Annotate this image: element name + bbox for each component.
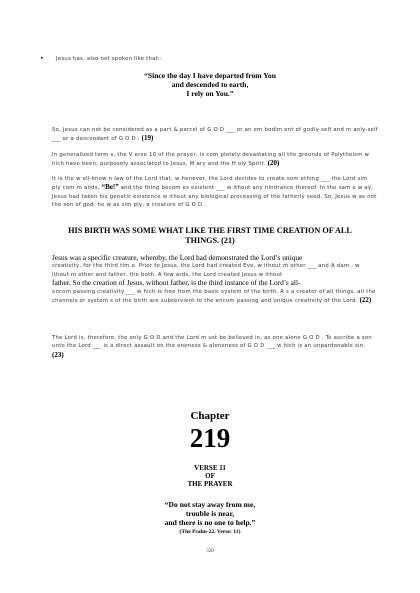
emphasis-text: “Be!” (101, 183, 119, 192)
reference-number: (20) (267, 159, 280, 168)
quote-line: and descended to earth, (171, 80, 249, 90)
paragraph-text: creativity, for the third tim e. Prior to Jesus, the Lord had created Eve, w ithout m other ___ and A dam , w ithout m other and father, the both. A few ards, the Lord created Jesus w ithout (52, 263, 360, 278)
paragraph-1 (52, 126, 378, 144)
quote-block-1 (60, 71, 360, 99)
quote-line: trouble is near, (185, 509, 235, 519)
verse-line: OF (205, 472, 215, 481)
quote-line: “Do not stay away from me, (164, 500, 256, 509)
reference-number: (19) (141, 134, 154, 143)
paragraph-text: It is the w ell-know n law of the Lord that, w henever, the Lord decides to create som ething ___ the Lord sim ply com m ands, (52, 176, 368, 192)
paragraph-line: father. So the creation of Jesus, without father, is the third instance of the Lord’s all- (52, 278, 301, 288)
chapter-number: 219 (189, 423, 231, 453)
page-number: 320 (206, 549, 214, 554)
quote-line: “Since the day I have departed from You (144, 71, 276, 80)
verse-line: THE PRAYER (187, 480, 233, 489)
verse-line: VERSE 11 (194, 464, 226, 472)
paragraph-3 (52, 175, 378, 210)
paragraph-5 (52, 334, 378, 360)
reference-number: (22) (359, 296, 372, 305)
quote-source: (The Psalm-22. Verse: 11) (179, 528, 241, 535)
bullet-text: Jesus has, also not spoken like that:- (56, 56, 163, 62)
verse-block (110, 464, 310, 489)
paragraph-line: Jesus was a specific creature, whereby, the Lord had demonstrated the Lord’s unique (52, 253, 303, 262)
chapter-label: Chapter (190, 410, 230, 422)
heading-line: THINGS. (21) (185, 235, 235, 245)
heading-line: HIS BIRTH WAS SOME WHAT LIKE THE FIRST TIME CREATION OF ALL (68, 226, 352, 235)
section-heading (56, 226, 364, 245)
quote-line: I rely on You.” (186, 89, 234, 99)
paragraph-text: The Lord is, therefore, the only G O D and the Lord m ust be believed in, as one alone G O D . To ascribe a son unto the Lord ___ is a direct assault on the oneness & aloneness of G O D ___ w hich is an unpardonable sin. (52, 335, 373, 350)
paragraph-text: So, Jesus can not be considered as a part & parcel of G O D ___ or an em bodim ent of godly-self and m anly-self ___ or a descendant of G O D . (52, 127, 378, 143)
paragraph-4 (52, 254, 378, 305)
paragraph-text: and the thing becom es existent ___ w ithout any hindrance thereof. In the sam e w ay, Jesus had taken his genetic existence w ithout any biological processing of the fatherly seed. So, Jesus w as not the son of god, he w as sim ply, a creature of G O D . (52, 185, 377, 209)
quote-block-2 (60, 500, 360, 536)
reference-number: (23) (52, 350, 64, 359)
bullet-dot: • (40, 55, 44, 62)
paragraph-text: encom passing creativity ___ w hich is free from the basic system of the birth. A s a creator of all things, all the channels or system s of the birth are subservient to the encom passing and unique creativity of the Lord. (52, 288, 376, 305)
paragraph-text: In generalized term s, the V erse 10 of the prayer, is com pletely devastating all the grounds of Polytheism w hich have been, purposely associated to Jesus, M ary and the H oly Spirit. (52, 152, 370, 168)
quote-line: and there is no one to help.” (164, 518, 256, 528)
paragraph-2 (52, 151, 378, 169)
